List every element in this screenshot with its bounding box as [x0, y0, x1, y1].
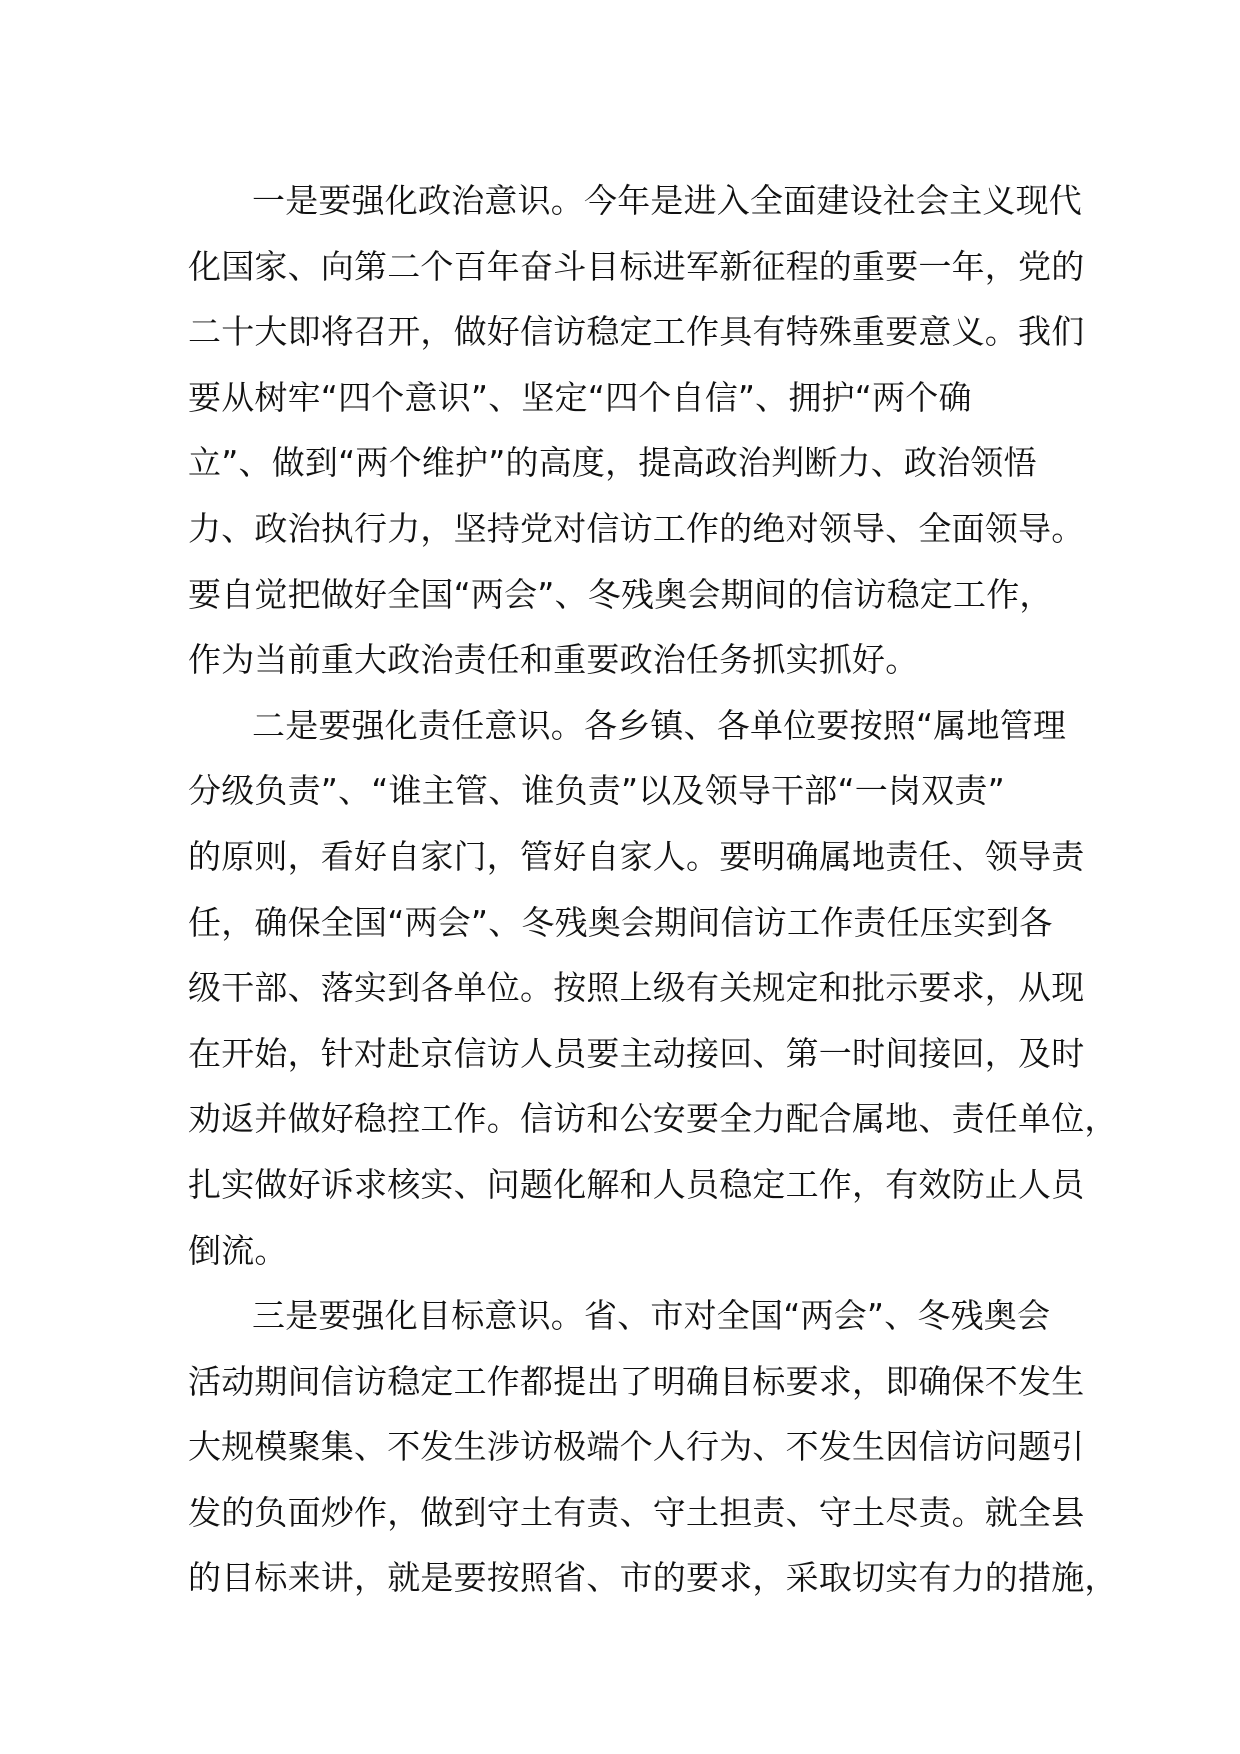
text-line: 分级负责”、“谁主管、谁负责”以及领导干部“一岗双责” — [188, 771, 1005, 811]
text-line: 在开始，针对赴京信访人员要主动接回、第一时间接回，及时 — [188, 1033, 1085, 1073]
text-line: 大规模聚集、不发生涉访极端个人行为、不发生因信访问题引 — [188, 1427, 1085, 1467]
text-line: 一是要强化政治意识。今年是进入全面建设社会主义现代 — [252, 181, 1082, 220]
text-line: 活动期间信访稳定工作都提出了明确目标要求，即确保不发生 — [188, 1361, 1085, 1401]
text-line: 二十大即将召开，做好信访稳定工作具有特殊重要意义。我们 — [188, 312, 1085, 352]
body-text — [188, 168, 1118, 1611]
text-line: 发的负面炒作，做到守土有责、守土担责、守土尽责。就全县 — [188, 1492, 1085, 1532]
text-line: 倒流。 — [188, 1230, 288, 1270]
text-line: 的原则，看好自家门，管好自家人。要明确属地责任、领导责 — [188, 836, 1085, 876]
text-line: 三是要强化目标意识。省、市对全国“两会”、冬残奥会 — [252, 1296, 1051, 1336]
text-line: 作为当前重大政治责任和重要政治任务抓实抓好。 — [188, 640, 919, 680]
text-line: 任，确保全国“两会”、冬残奥会期间信访工作责任压实到各 — [188, 902, 1053, 942]
paragraph-responsibility-awareness — [188, 693, 1118, 1283]
text-line: 的目标来讲，就是要按照省、市的要求，采取切实有力的措施， — [188, 1558, 1118, 1598]
paragraph-political-awareness — [188, 168, 1088, 693]
text-line: 化国家、向第二个百年奋斗目标进军新征程的重要一年，党的 — [188, 246, 1085, 286]
text-line: 要自觉把做好全国“两会”、冬残奥会期间的信访稳定工作， — [188, 574, 1053, 614]
text-line: 立”、做到“两个维护”的高度，提高政治判断力、政治领悟 — [188, 443, 1037, 483]
paragraph-goal-awareness — [188, 1283, 1118, 1611]
text-line: 级干部、落实到各单位。按照上级有关规定和批示要求，从现 — [188, 968, 1085, 1008]
text-line: 二是要强化责任意识。各乡镇、各单位要按照“属地管理 — [252, 705, 1067, 745]
text-line: 要从树牢“四个意识”、坚定“四个自信”、拥护“两个确 — [188, 377, 972, 417]
text-line: 扎实做好诉求核实、问题化解和人员稳定工作，有效防止人员 — [188, 1164, 1085, 1204]
text-line: 劝返并做好稳控工作。信访和公安要全力配合属地、责任单位， — [188, 1099, 1118, 1139]
text-line: 力、政治执行力，坚持党对信访工作的绝对领导、全面领导。 — [188, 508, 1085, 548]
